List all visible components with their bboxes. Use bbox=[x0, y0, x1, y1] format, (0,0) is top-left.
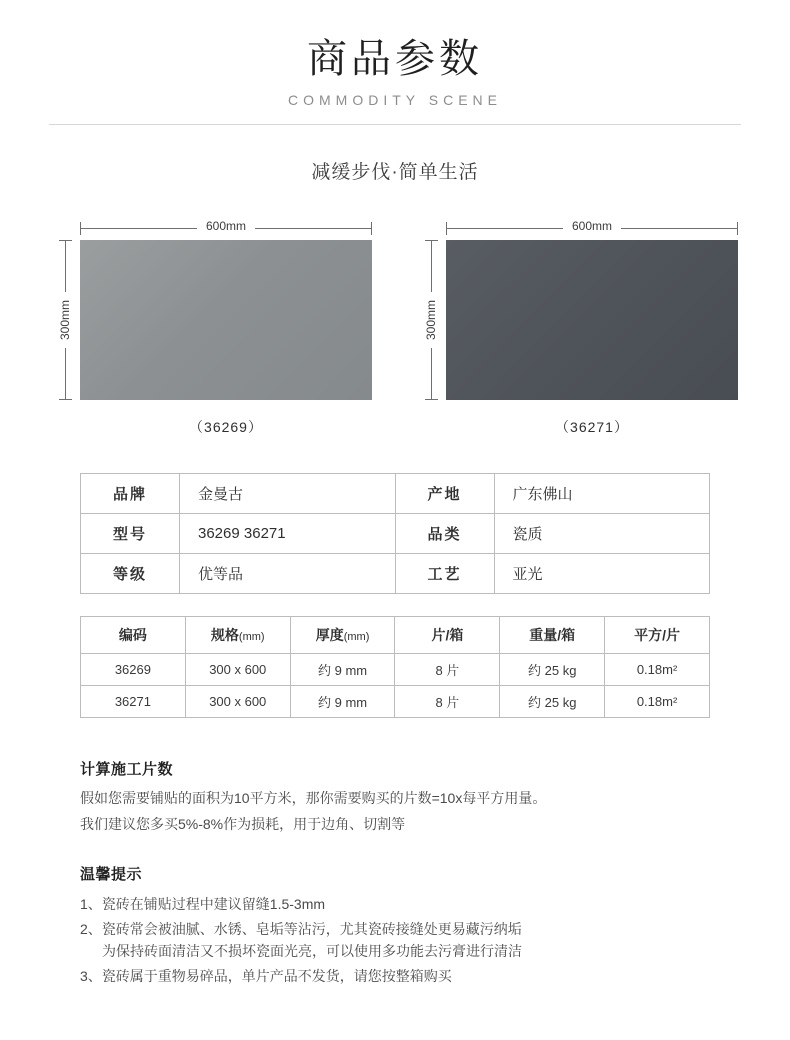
brand-key: 品牌 bbox=[81, 474, 180, 514]
cell-code: 36271 bbox=[81, 686, 186, 718]
slogan-text: 减缓步伐·简单生活 bbox=[311, 162, 479, 183]
cell-thickness: 约 9 mm bbox=[290, 686, 395, 718]
dimension-cap-right bbox=[737, 222, 738, 235]
grade-value: 优等品 bbox=[180, 554, 396, 594]
cell-per-box: 8 片 bbox=[395, 686, 500, 718]
page-title: 商品参数 bbox=[307, 37, 483, 81]
model-key: 型号 bbox=[81, 514, 180, 554]
model-value: 36269 36271 bbox=[180, 514, 396, 554]
cell-weight: 约 25 kg bbox=[500, 654, 605, 686]
col-header-weight-label: 重量/箱 bbox=[529, 627, 576, 643]
table-row bbox=[81, 686, 710, 718]
col-header-thickness-label: 厚度 bbox=[315, 627, 344, 643]
category-value: 瓷质 bbox=[494, 514, 710, 554]
category-key: 品类 bbox=[395, 514, 494, 554]
cell-area: 0.18m² bbox=[605, 654, 710, 686]
tile-swatch-1 bbox=[52, 218, 372, 437]
brand-spec-table bbox=[80, 473, 710, 594]
tile-image-36269 bbox=[80, 240, 372, 400]
calculation-line-2: 我们建议您多买5%-8%作为损耗，用于边角、切割等 bbox=[80, 815, 406, 832]
col-header-size bbox=[185, 617, 290, 654]
grade-key: 等级 bbox=[81, 554, 180, 594]
calculation-block bbox=[80, 758, 710, 835]
notes-section bbox=[80, 758, 710, 987]
list-item bbox=[80, 965, 710, 987]
tile-swatch-2 bbox=[418, 218, 738, 437]
page-header bbox=[0, 0, 790, 184]
list-item bbox=[80, 918, 710, 963]
cell-area: 0.18m² bbox=[605, 686, 710, 718]
col-header-code bbox=[81, 617, 186, 654]
col-header-weight bbox=[500, 617, 605, 654]
calculation-title: 计算施工片数 bbox=[80, 761, 174, 778]
tile-height-dimension bbox=[418, 240, 446, 400]
col-header-thickness-unit: (mm) bbox=[343, 631, 370, 643]
cell-size: 300 x 600 bbox=[185, 686, 290, 718]
col-header-per-box bbox=[395, 617, 500, 654]
col-header-thickness bbox=[290, 617, 395, 654]
col-header-size-label: 规格 bbox=[210, 627, 239, 643]
tip-subtext: 为保持砖面清洁又不损坏瓷面光亮，可以使用多功能去污膏进行清洁 bbox=[102, 943, 522, 960]
cell-code: 36269 bbox=[81, 654, 186, 686]
col-header-code-label: 编码 bbox=[118, 627, 147, 643]
tip-text: 1、瓷砖在铺贴过程中建议留缝1.5-3mm bbox=[80, 896, 326, 913]
tip-text: 3、瓷砖属于重物易碎品，单片产品不发货，请您按整箱购买 bbox=[80, 967, 452, 984]
tile-code-label: （36269） bbox=[189, 419, 263, 435]
dimension-cap-left bbox=[80, 222, 81, 235]
col-header-area bbox=[605, 617, 710, 654]
craft-value: 亚光 bbox=[494, 554, 710, 594]
tips-list bbox=[80, 893, 710, 987]
tile-height-label: 300mm bbox=[424, 292, 438, 348]
header-divider bbox=[49, 124, 741, 125]
parameter-table bbox=[80, 616, 710, 718]
dimension-cap-top bbox=[59, 240, 72, 241]
tile-image-36271 bbox=[446, 240, 738, 400]
origin-key: 产地 bbox=[395, 474, 494, 514]
tips-block bbox=[80, 863, 710, 987]
col-header-size-unit: (mm) bbox=[238, 631, 265, 643]
calculation-line-1: 假如您需要铺贴的面积为10平方米，那你需要购买的片数=10x每平方用量。 bbox=[80, 790, 547, 806]
tile-width-label: 600mm bbox=[197, 219, 255, 233]
dimension-cap-bottom bbox=[59, 399, 72, 400]
tile-height-dimension bbox=[52, 240, 80, 400]
page-subtitle: COMMODITY SCENE bbox=[288, 92, 502, 108]
table-row bbox=[81, 474, 710, 514]
cell-thickness: 约 9 mm bbox=[290, 654, 395, 686]
table-row bbox=[81, 514, 710, 554]
tile-width-dimension bbox=[80, 218, 372, 238]
cell-per-box: 8 片 bbox=[395, 654, 500, 686]
dimension-cap-top bbox=[425, 240, 438, 241]
tile-height-label: 300mm bbox=[58, 292, 72, 348]
dimension-cap-right bbox=[371, 222, 372, 235]
tile-swatch-group bbox=[0, 218, 790, 437]
dimension-cap-left bbox=[446, 222, 447, 235]
craft-key: 工艺 bbox=[395, 554, 494, 594]
tip-text: 2、瓷砖常会被油腻、水锈、皂垢等沾污，尤其瓷砖接缝处更易藏污纳垢 bbox=[80, 920, 522, 937]
dimension-cap-bottom bbox=[425, 399, 438, 400]
cell-size: 300 x 600 bbox=[185, 654, 290, 686]
cell-weight: 约 25 kg bbox=[500, 686, 605, 718]
col-header-per-box-label: 片/箱 bbox=[431, 627, 464, 643]
table-row bbox=[81, 654, 710, 686]
col-header-area-label: 平方/片 bbox=[634, 627, 681, 643]
brand-value: 金曼古 bbox=[180, 474, 396, 514]
list-item bbox=[80, 893, 710, 915]
table-row bbox=[81, 554, 710, 594]
tile-width-label: 600mm bbox=[563, 219, 621, 233]
tile-width-dimension bbox=[446, 218, 738, 238]
tips-title: 温馨提示 bbox=[80, 866, 143, 884]
table-header-row bbox=[81, 617, 710, 654]
origin-value: 广东佛山 bbox=[494, 474, 710, 514]
tile-code-label: （36271） bbox=[555, 419, 629, 435]
